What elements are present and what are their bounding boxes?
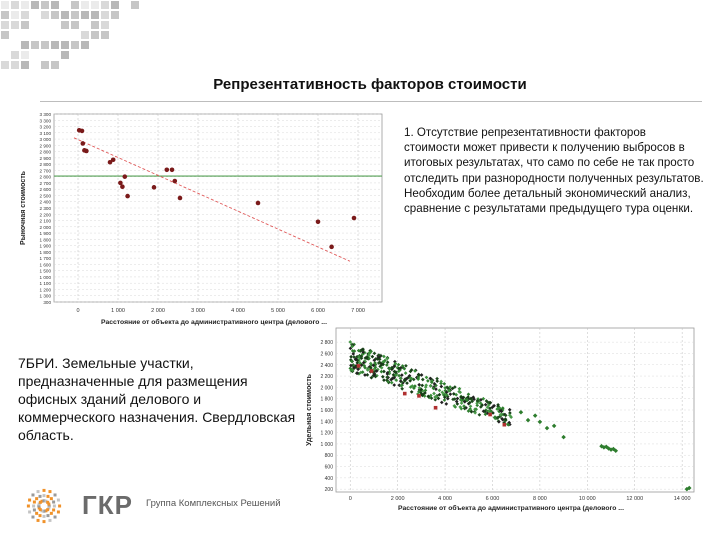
x-tick-label: 0	[76, 308, 80, 314]
y-tick-label: 1 800	[39, 249, 51, 255]
pattern-square	[81, 11, 89, 19]
x-tick-label: 2 000	[390, 496, 405, 502]
data-point	[125, 194, 130, 199]
pattern-square	[1, 11, 9, 19]
pattern-square	[11, 11, 19, 19]
y-tick-label: 2 600	[39, 187, 51, 193]
y-tick-label: 1 300	[39, 293, 51, 299]
title-divider	[40, 101, 702, 102]
logo-dot	[54, 516, 57, 519]
data-point	[329, 245, 334, 250]
pattern-square	[61, 41, 69, 49]
pattern-square	[111, 1, 119, 9]
logo-dot	[43, 520, 46, 523]
logo-dot	[43, 494, 46, 497]
pattern-square	[21, 51, 29, 59]
data-point	[84, 149, 89, 154]
y-tick-label: 3 300	[39, 112, 51, 117]
data-point	[173, 179, 178, 184]
pattern-square	[21, 21, 29, 29]
y-axis-label: Рыночная стоимость	[20, 171, 27, 245]
logo-dot	[32, 505, 35, 508]
pattern-square	[11, 1, 19, 9]
y-tick-label: 1 500	[39, 268, 51, 274]
y-tick-label: 3 000	[39, 137, 51, 143]
pattern-square	[41, 1, 49, 9]
x-tick-label: 6 000	[311, 308, 325, 314]
pattern-square	[81, 1, 89, 9]
data-point	[123, 174, 128, 179]
outlier-point	[370, 369, 374, 373]
y-tick-label: 2 800	[39, 174, 51, 180]
x-tick-label: 8 000	[533, 496, 547, 502]
y-tick-label: 2 900	[39, 143, 51, 149]
y-tick-label: 2 700	[39, 180, 51, 186]
pattern-square	[101, 21, 109, 29]
pattern-square	[91, 1, 99, 9]
y-tick-label: 2 400	[39, 199, 51, 205]
x-tick-label: 3 000	[191, 308, 205, 314]
pattern-square	[1, 31, 9, 39]
y-tick-label: 300	[43, 300, 51, 305]
y-tick-label: 1 700	[39, 256, 51, 262]
pattern-square	[91, 21, 99, 29]
pattern-square	[51, 41, 59, 49]
pattern-square	[101, 1, 109, 9]
y-tick-label: 600	[324, 464, 333, 471]
logo-dot	[52, 508, 55, 511]
logo-dot	[47, 503, 50, 506]
logo-dot	[48, 519, 51, 522]
y-tick-label: 3 300	[39, 118, 51, 124]
x-tick-label: 1 000	[111, 308, 125, 314]
logo-dot	[58, 505, 61, 508]
logo-dot	[46, 495, 49, 498]
data-point	[81, 141, 86, 146]
x-tick-label: 14 000	[673, 496, 691, 502]
x-tick-label: 7 000	[351, 308, 365, 314]
pattern-square	[61, 51, 69, 59]
pattern-square	[31, 41, 39, 49]
x-tick-label: 6 000	[485, 496, 500, 502]
corner-pixel-pattern	[0, 0, 150, 70]
logo-dot	[50, 512, 53, 515]
logo-dot	[53, 505, 56, 508]
company-logo	[16, 486, 296, 526]
pattern-square	[11, 51, 19, 59]
pattern-square	[1, 61, 9, 69]
logo-company-name: Группа Комплексных Решений	[146, 498, 281, 509]
logo-dot	[33, 501, 36, 504]
pattern-square	[71, 41, 79, 49]
pattern-square	[81, 41, 89, 49]
pattern-square	[31, 1, 39, 9]
logo-star-icon	[16, 486, 76, 526]
logo-dot	[37, 490, 40, 493]
logo-dot	[48, 490, 51, 493]
y-tick-label: 1 900	[39, 243, 51, 249]
y-tick-label: 1 600	[39, 262, 51, 268]
pattern-square	[11, 61, 19, 69]
y-tick-label: 2 300	[39, 206, 51, 211]
pattern-square	[81, 31, 89, 39]
data-point	[120, 184, 125, 189]
pattern-square	[101, 31, 109, 39]
y-tick-label: 2 200	[39, 212, 51, 218]
pattern-square	[71, 21, 79, 29]
slide-title: Репрезентативность факторов стоимости	[213, 76, 527, 93]
data-point	[256, 201, 261, 206]
x-tick-label: 5 000	[271, 308, 285, 314]
x-axis-label: Расстояние от объекта до административного центра (делового ...	[398, 505, 624, 512]
pattern-square	[21, 61, 29, 69]
logo-dot	[57, 510, 60, 513]
y-tick-label: 3 200	[39, 124, 51, 130]
y-tick-label: 2 100	[39, 218, 51, 224]
y-tick-label: 1 100	[39, 281, 51, 287]
pattern-square	[41, 41, 49, 49]
pattern-square	[51, 1, 59, 9]
pattern-square	[21, 1, 29, 9]
data-point	[178, 196, 183, 201]
y-tick-label: 2 200	[320, 374, 333, 381]
y-tick-label: 2 000	[39, 224, 51, 230]
pattern-square	[1, 1, 9, 9]
logo-dot	[33, 508, 36, 511]
pattern-square	[61, 11, 69, 19]
pattern-square	[91, 31, 99, 39]
note-text: 1. Отсутствие репрезентативности факторов стоимости может привести к получению выбросов в итоговых результатах, что само по себе не так просто отследить при разнородности полученных результатов. Необходим более детальный экономический анализ, сравнение с результатами предыдущего тура оценки.	[404, 126, 704, 216]
logo-dot	[39, 514, 42, 517]
y-tick-label: 2 000	[320, 385, 333, 392]
outlier-point	[403, 392, 407, 396]
x-tick-label: 4 000	[231, 308, 245, 314]
pattern-square	[41, 61, 49, 69]
outlier-point	[434, 406, 438, 410]
pattern-square	[131, 1, 139, 9]
y-tick-label: 2 800	[39, 149, 51, 155]
pattern-square	[21, 41, 29, 49]
pattern-square	[51, 61, 59, 69]
x-tick-label: 4 000	[438, 496, 452, 502]
market-value-scatter-chart	[10, 108, 390, 333]
logo-dot	[46, 514, 49, 517]
pattern-square	[41, 11, 49, 19]
outlier-point	[503, 423, 507, 427]
unit-value-scatter-chart	[300, 322, 700, 517]
y-tick-label: 2 900	[39, 155, 51, 161]
pattern-square	[61, 21, 69, 29]
y-tick-label: 2 400	[320, 362, 333, 369]
data-point	[152, 185, 157, 190]
pattern-square	[71, 11, 79, 19]
logo-dot	[54, 493, 57, 496]
outlier-point	[357, 364, 361, 368]
logo-dot	[43, 489, 46, 492]
y-tick-label: 800	[324, 453, 333, 460]
pattern-square	[51, 11, 59, 19]
logo-dot	[35, 512, 38, 515]
data-point	[80, 129, 85, 134]
pattern-square	[111, 11, 119, 19]
logo-dot	[37, 519, 40, 522]
y-tick-label: 2 600	[320, 351, 333, 358]
y-tick-label: 200	[324, 487, 333, 494]
logo-dot	[27, 505, 30, 508]
x-axis-label: Расстояние от объекта до административного центра (делового ...	[101, 319, 327, 326]
data-point	[352, 216, 357, 221]
logo-dot	[31, 516, 34, 519]
logo-dot	[31, 493, 34, 496]
logo-abbreviation: ГКР	[82, 490, 133, 520]
pattern-square	[101, 11, 109, 19]
pattern-square	[11, 21, 19, 29]
logo-dot	[50, 497, 53, 500]
logo-dot	[39, 495, 42, 498]
y-tick-label: 2 700	[39, 168, 51, 174]
y-tick-label: 1 000	[320, 441, 333, 448]
y-tick-label: 1 800	[39, 237, 51, 243]
x-tick-label: 10 000	[578, 496, 596, 502]
pattern-square	[71, 1, 79, 9]
outlier-point	[488, 413, 492, 417]
x-tick-label: 0	[348, 496, 352, 502]
pattern-square	[21, 11, 29, 19]
y-tick-label: 1 400	[320, 419, 333, 426]
y-tick-label: 2 800	[39, 162, 51, 168]
y-tick-label: 1 000	[39, 274, 51, 280]
pattern-square	[91, 11, 99, 19]
logo-dot	[57, 499, 60, 502]
pattern-square	[1, 21, 9, 29]
y-tick-label: 2 500	[39, 193, 51, 199]
logo-dot	[52, 501, 55, 504]
y-tick-label: 400	[324, 475, 333, 482]
data-point	[111, 157, 116, 162]
x-tick-label: 2 000	[151, 308, 165, 314]
y-tick-label: 1 900	[39, 231, 51, 237]
y-axis-label: Удельная стоимость	[306, 374, 313, 446]
data-point	[165, 167, 170, 172]
y-tick-label: 1 200	[320, 430, 333, 437]
data-point	[170, 167, 175, 172]
caption-text: 7БРИ. Земельные участки, предназначенные для размещения офисных зданий делового и коммерческого назначения. Свердловская область.	[18, 355, 296, 443]
data-point	[316, 219, 321, 224]
y-tick-label: 1 800	[320, 396, 333, 403]
logo-dot	[43, 515, 46, 518]
x-tick-label: 12 000	[626, 496, 644, 502]
y-tick-label: 3 100	[39, 130, 51, 136]
y-tick-label: 1 600	[320, 408, 333, 414]
y-tick-label: 1 200	[39, 287, 51, 293]
y-tick-label: 2 800	[320, 340, 333, 347]
logo-dot	[35, 497, 38, 500]
outlier-point	[417, 394, 421, 398]
logo-dot	[28, 499, 31, 502]
logo-dot	[28, 510, 31, 513]
